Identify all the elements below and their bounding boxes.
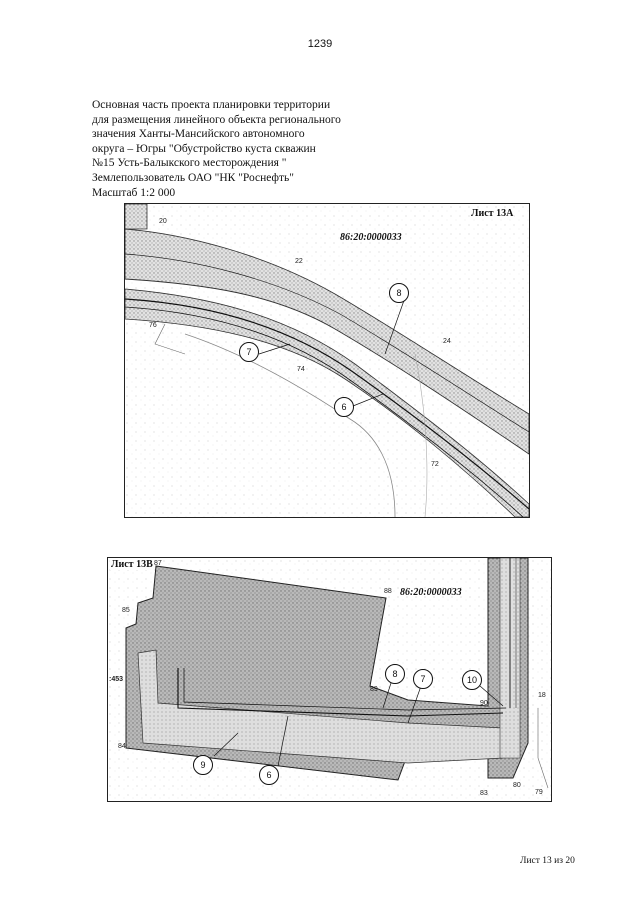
point-label: 79 [535,789,543,796]
callout-marker: 7 [413,669,433,689]
title-line: округа – Югры "Обустройство куста скважин [92,142,316,155]
callout-marker: 10 [462,670,482,690]
point-label: 87 [154,560,162,567]
map-sheet-13b [107,557,552,802]
cadastral-number: 86:20:0000033 [340,232,402,243]
edge-label: :453 [109,676,124,683]
title-line: Основная часть проекта планировки территории [92,99,331,111]
point-label: 90 [480,700,488,707]
callout-marker: 6 [334,397,354,417]
point-label: 84 [118,743,126,750]
point-label: 76 [149,322,157,329]
point-label: 22 [295,258,303,265]
callout-marker: 8 [389,283,409,303]
callout-marker: 8 [385,664,405,684]
point-label: 85 [122,607,130,614]
point-label: 18 [538,692,546,699]
cadastral-number: 86:20:0000033 [400,587,462,598]
title-line: значения Ханты-Мансийского автономного [92,128,305,141]
sheet-label: Лист 13А [471,208,514,219]
map-b-drawing [108,558,551,801]
map-a-drawing [125,204,529,517]
point-label: 72 [431,461,439,468]
point-label: 74 [297,366,305,373]
title-line: №15 Усть-Балыкского месторождения " [92,157,287,170]
title-block [92,98,392,200]
callout-marker: 7 [239,342,259,362]
scale-line: Масштаб 1:2 000 [92,186,176,199]
point-label: 89 [370,686,378,693]
callout-marker: 9 [193,755,213,775]
point-label: 88 [384,588,392,595]
title-line: для размещения линейного объекта регионального [92,113,341,126]
point-label: 83 [480,790,488,797]
point-label: 80 [513,782,521,789]
callout-marker: 6 [259,765,279,785]
map-sheet-13a [124,203,530,518]
point-label: 20 [159,218,167,225]
sheet-label: Лист 13В [111,559,153,570]
point-label: 24 [443,338,451,345]
title-line: Землепользователь ОАО "НК "Роснефть" [92,171,294,184]
page-number: 1239 [307,38,333,50]
page-footer: Лист 13 из 20 [520,856,575,866]
